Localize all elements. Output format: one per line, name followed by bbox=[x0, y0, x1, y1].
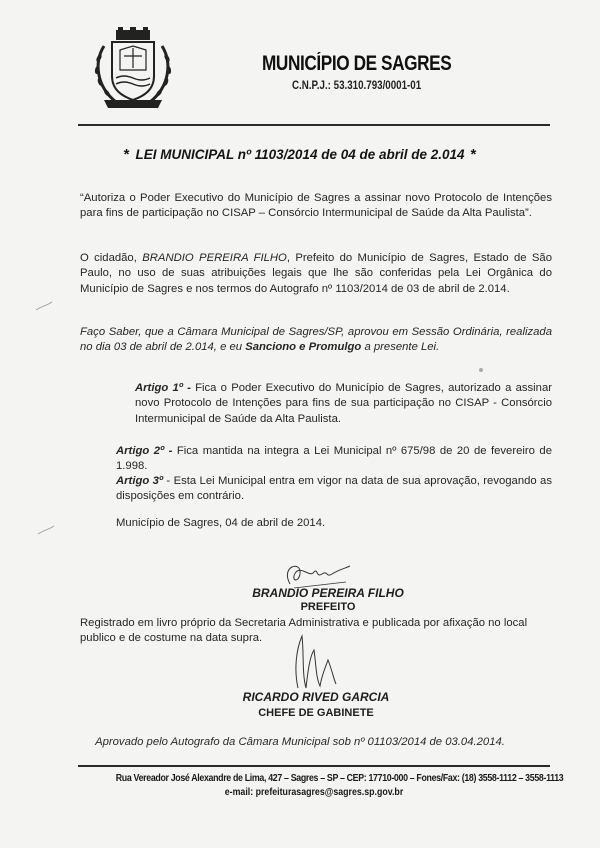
chief-of-staff-signature-name: RICARDO RIVED GARCIA bbox=[242, 690, 390, 704]
preamble-paragraph bbox=[80, 251, 552, 297]
preamble-rest: , Prefeito do Município de Sagres, Estado de São Paulo, no uso de suas atribuições legais que lhe são conferidas pela Lei Orgânica do Município de Sagres e nos termos do Autografo nº 1103/2014 de 03 de abril de 2.014. bbox=[80, 252, 552, 295]
law-summary: “Autoriza o Poder Executivo do Município de Sagres a assinar novo Protocolo de Intenções para fins de participação no CISAP – Consórcio Intermunicipal de Saúde da Alta Paulista”. bbox=[80, 192, 552, 220]
chief-of-staff-role: CHEFE DE GABINETE bbox=[258, 707, 374, 719]
signature-icon bbox=[280, 630, 360, 692]
enactment-end: a presente Lei. bbox=[361, 341, 440, 354]
mayor-name-inline: BRANDIO PEREIRA FILHO bbox=[142, 252, 287, 264]
article-2-label: Artigo 2º - bbox=[116, 445, 173, 457]
municipality-title: MUNICÍPIO DE SAGRES bbox=[262, 52, 452, 75]
article-3-label: Artigo 3º bbox=[116, 475, 164, 487]
mayor-role: PREFEITO bbox=[300, 601, 356, 613]
footer-divider bbox=[78, 765, 550, 767]
enactment-paragraph bbox=[80, 325, 552, 356]
enactment-sanction: Sanciono e Promulgo bbox=[245, 341, 362, 354]
enactment-start: Faço Saber, que a Câmara Municipal de Sagres/SP, aprovou em Sessão Ordinária, realizada no dia 03 de abril de 2.014, e eu bbox=[80, 326, 552, 354]
approval-note: Aprovado pelo Autografo da Câmara Municipal sob nº 01103/2014 de 03.04.2014. bbox=[95, 736, 505, 748]
footer-address: Rua Vereador José Alexandre de Lima, 427 – Sagres – SP – CEP: 17710-000 – Fones/Fax: (18) 3558-1112 – 3558-1113 bbox=[115, 772, 564, 784]
mayor-signature-name: BRANDIO PEREIRA FILHO bbox=[252, 586, 404, 600]
cnpj-number: C.N.P.J.: 53.310.793/0001-01 bbox=[292, 80, 422, 92]
article-2-text: Fica mantida na integra a Lei Municipal nº 675/98 de 20 de fevereiro de 1.998. bbox=[116, 445, 552, 473]
footer-email: e-mail: prefeiturasagres@sagres.sp.gov.br bbox=[224, 786, 404, 798]
article-3 bbox=[80, 474, 552, 505]
header-divider bbox=[78, 124, 550, 126]
article-1-label: Artigo 1º - bbox=[135, 382, 191, 394]
article-1-text: Fica o Poder Executivo do Município de Sagres, autorizado a assinar novo Protocolo de Intenções para fins de sua participação no CISAP - Consórcio Intermunicipal de Saúde da Alta Paulista. bbox=[135, 382, 552, 425]
scan-mark bbox=[476, 365, 488, 375]
law-title bbox=[0, 146, 600, 163]
registration-note: Registrado em livro próprio da Secretaria Administrativa e publicada por afixação no local publico e de costume na data supra. bbox=[80, 617, 528, 645]
article-1 bbox=[80, 381, 552, 427]
scan-mark bbox=[34, 300, 54, 314]
municipal-coat-of-arms-icon bbox=[90, 26, 176, 112]
article-3-text: - Esta Lei Municipal entra em vigor na data de sua aprovação, revogando as disposições em contrário. bbox=[116, 475, 552, 503]
article-2 bbox=[80, 444, 552, 475]
place-date: Município de Sagres, 04 de abril de 2014. bbox=[116, 517, 326, 529]
star-mark-right: * bbox=[470, 146, 477, 163]
star-mark-left: * bbox=[123, 146, 130, 163]
scan-mark bbox=[36, 524, 56, 538]
law-title-text: LEI MUNICIPAL nº 1103/2014 de 04 de abril de 2.014 bbox=[135, 147, 465, 162]
preamble-start: O cidadão, bbox=[80, 252, 143, 264]
